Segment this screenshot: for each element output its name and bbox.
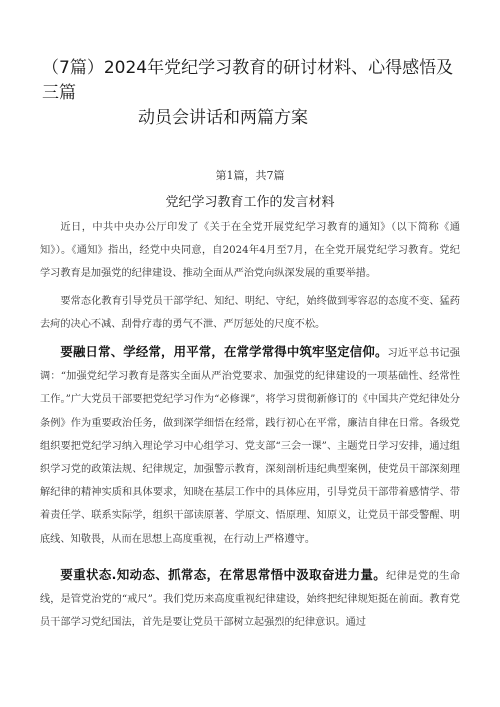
document-title-line-1: （7篇）2024年党纪学习教育的研讨材料、心得感悟及三篇 <box>42 58 454 103</box>
paragraph-4-lead: 要重状态.知动态、抓常态，在常思常悟中汲取奋进力量。 <box>60 566 387 582</box>
section-title: 党纪学习教育工作的发言材料 <box>165 195 335 210</box>
paragraph-4 <box>40 563 460 635</box>
paragraph-3 <box>40 340 460 551</box>
paragraph-2-text: 要常态化教育引导党员干部学纪、知纪、明纪、守纪，始终做到零容忍的态度不变、猛药去疴的决心不减、刮骨疗毒的勇气不泄、严厉惩处的尺度不松。 <box>40 295 460 330</box>
paragraph-1 <box>40 216 460 286</box>
part-label: 第1篇，共7篇 <box>215 169 285 182</box>
paragraph-2 <box>40 290 460 336</box>
paragraph-4-text: 纪律是党的生命线，是管党治党的“戒尺”。我们党历来高度重视纪律建设，始终把纪律规矩挺在前面。教育党员干部学习党纪国法，首先是要让党员干部树立起强烈的纪律意识。通过 <box>40 570 460 629</box>
document-title <box>40 56 460 131</box>
paragraph-3-lead: 要融日常、学经常，用平常，在常学常得中筑牢坚定信仰。 <box>60 344 388 360</box>
document-title-line-2: 动员会讲话和两篇方案 <box>138 108 308 128</box>
paragraph-1-text: 近日，中共中央办公厅印发了《关于在全党开展党纪学习教育的通知》（以下简称《通知》）。《通知》指出，经党中央同意，自2024年4月至7月，在全党开展党纪学习教育。党纪学习教育是加强党的纪律建设、推动全面从严治党向纵深发展的重要举措。 <box>40 222 460 280</box>
paragraph-3-text: 习近平总书记强调：“加强党纪学习教育是落实全面从严治党要求、加强党的纪律建设的一项基础性、经常性工作。”广大党员干部要把党纪学习作为“必修课”，将学习贯彻新修订的《中国共产党纪律处分条例》作为重要政治任务，做到深学细悟在经常，践行初心在平常，廉洁自律在日常。各级党组织要把党纪学习纳入理论学习中心组学习、党支部“三会一课”、主题党日学习安排，通过组织学习党的政策法规、纪律规定，加强警示教育，深刻剖析违纪典型案例，使党员干部深刻理解纪律的精神实质和具体要求，知晓在基层工作中的具体应用，引导党员干部带着感情学、带着责任学、联系实际学，组织干部读原著、学原文、悟原理、知原义，让党员干部受警醒、明底线、知敬畏，从而在思想上高度重视，在行动上严格遵守。 <box>40 348 461 545</box>
